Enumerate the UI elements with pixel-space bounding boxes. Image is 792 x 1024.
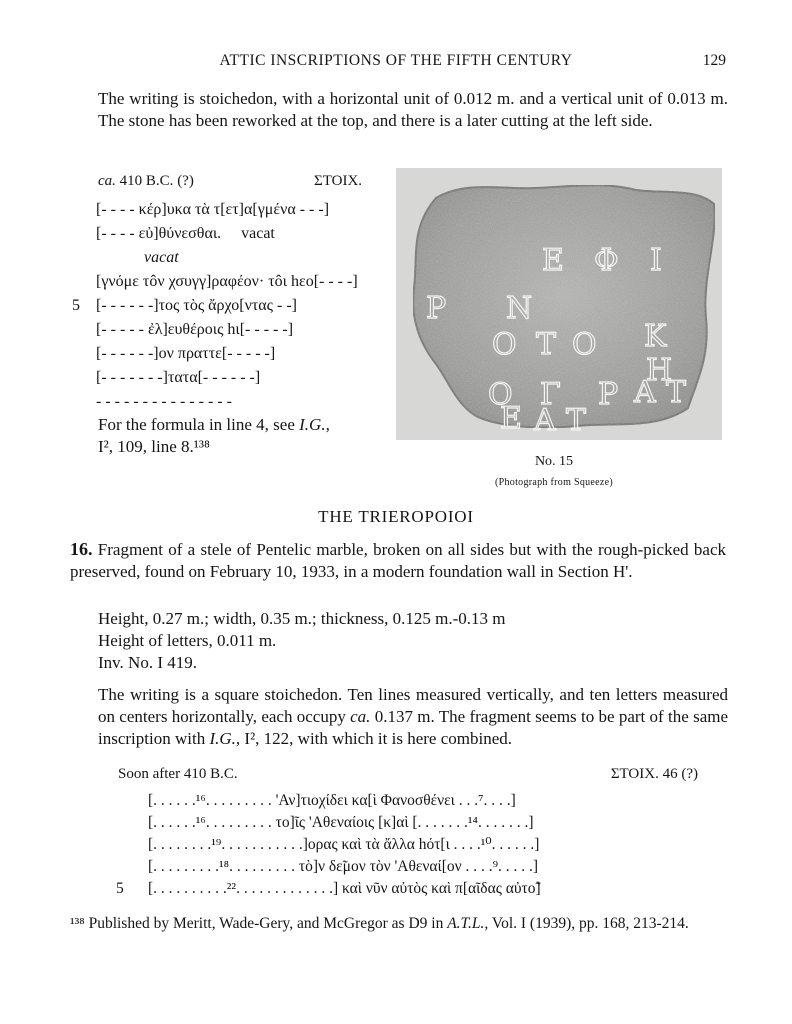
running-title: ATTIC INSCRIPTIONS OF THE FIFTH CENTURY <box>219 52 573 69</box>
footnote-tail: Vol. I (1939), pp. 168, 213-214. <box>491 915 689 932</box>
section-heading: THE TRIEROPOIOI <box>318 507 474 526</box>
no16-inscription <box>112 790 541 900</box>
no15-date <box>98 173 194 190</box>
footnote-ref: A.T.L., <box>447 915 489 932</box>
no15-line <box>72 366 358 390</box>
line-number: 5 <box>116 880 124 897</box>
incised-letter: Α <box>634 375 656 410</box>
no15-line <box>72 198 358 222</box>
line-text: [. . . . . . . .¹⁹. . . . . . . . . . .]ορας καὶ τὰ ἄλλα hότ[ι . . . .¹⁰. . . . . .] <box>148 836 540 853</box>
page-number: 129 <box>702 52 726 69</box>
no16-line <box>112 790 541 812</box>
incised-letter: Ι <box>650 243 662 278</box>
no15-line <box>72 294 358 318</box>
line-text: [γνόμε τôν χσυγγ]ραφέον· τôι hεο[- - - -] <box>96 273 358 290</box>
incised-letter: Ρ <box>426 291 447 326</box>
no15-line <box>72 318 358 342</box>
formula-note-lead: For the formula in line 4, see <box>98 415 295 434</box>
no15-intro-paragraph: The writing is stoichedon, with a horizontal unit of 0.012 m. and a vertical unit of 0.013 m. The stone has been reworked at the top, and there is a later cutting at the left side. <box>98 89 728 130</box>
no16-stoich: ΣΤΟΙΧ. 46 (?) <box>610 766 698 782</box>
line-text: [- - - - - -]ον πραττε[- - - - -] <box>96 345 276 362</box>
no16-description <box>70 538 726 583</box>
incised-letter: Ε <box>500 401 522 436</box>
photo-source-caption: (Photograph from Squeeze) <box>494 477 614 488</box>
no15-line <box>72 270 358 294</box>
letter-height: Height of letters, 0.011 m. <box>98 631 277 650</box>
no15-date-prefix: ca. <box>98 173 116 189</box>
incised-letter: Τ <box>666 375 687 410</box>
line-text: [- - - - κέρ]υκα τὰ τ[ετ]α[γμένα - - -] <box>96 201 330 218</box>
line-number: 5 <box>72 297 80 314</box>
line-text: [- - - - - ἐλ]ευθέροις hι[- - - - -] <box>96 321 294 338</box>
running-head <box>0 52 792 76</box>
line-text: [. . . . . .¹⁶. . . . . . . . . 'Αν]τιοχίδει κα[ὶ Φανοσθένει . . .⁷. . . .] <box>148 792 516 809</box>
line-text: [. . . . . . . . .¹⁸. . . . . . . . . τὸ]ν δε̃μον τὸν 'Αθεναί[ον . . . .⁹. . . . .] <box>148 858 539 875</box>
line-text: [- - - - - -]τος τὸς ἄρχο[ντας - -] <box>96 297 297 314</box>
incised-letter: Η <box>646 353 673 388</box>
no16-writing-paragraph <box>98 684 728 750</box>
incised-letter: Τ <box>536 327 557 362</box>
formula-note-ref: I.G., <box>299 415 330 434</box>
incised-letter: Κ <box>644 319 667 354</box>
no15-line <box>72 342 358 366</box>
no16-date-era: B.C. <box>210 766 238 782</box>
footnote-marker: ¹³⁸ <box>70 915 85 932</box>
line-text: [- - - - εὐ]θύνεσθαι. vacat <box>96 225 275 242</box>
incised-letter: Ο <box>492 327 517 362</box>
incised-letter: Φ <box>594 243 619 278</box>
incised-letter: Α <box>534 403 556 438</box>
no16-measurements <box>98 608 506 674</box>
no16-inscription-header <box>118 766 698 783</box>
no16-line <box>112 834 541 856</box>
no15-label: No. 15 <box>534 454 574 469</box>
squeeze-photograph <box>396 168 722 440</box>
incised-letter: Ο <box>488 377 513 412</box>
writing-tail: I², 122, with which it is here combined. <box>244 729 513 748</box>
no15-line <box>72 222 358 246</box>
line-text: [- - - - - - -]τατα[- - - - - -] <box>96 369 261 386</box>
no15-formula-note <box>98 414 388 458</box>
footnote <box>70 914 726 934</box>
no16-line <box>112 812 541 834</box>
formula-note-tail: I², 109, line 8.¹³⁸ <box>98 437 210 456</box>
line-text: [. . . . . .¹⁶. . . . . . . . . το]ῖς 'Αθεναίοις [κ]αὶ [. . . . . . .¹⁴. . . . . . .] <box>148 814 534 831</box>
incised-letter: Ε <box>542 243 564 278</box>
line-text: vacat <box>96 249 179 266</box>
incised-letter: Ο <box>572 327 597 362</box>
no16-line <box>112 878 541 900</box>
no16-line <box>112 856 541 878</box>
line-text: - - - - - - - - - - - - - - - <box>96 393 232 410</box>
writing-ca: ca. <box>350 707 371 726</box>
footnote-lead: Published by Meritt, Wade-Gery, and McGregor as D9 in <box>88 915 444 932</box>
incised-letter: Τ <box>566 403 587 438</box>
no16-description-text: Fragment of a stele of Pentelic marble, broken on all sides but with the rough-picked back preserved, found on February 10, 1933, in a modern foundation wall in Section Η'. <box>70 540 726 581</box>
entry-number: 16. <box>70 539 93 559</box>
incised-letter: Ν <box>506 291 533 326</box>
writing-lead: The writing is a square stoichedon. Ten lines measured vertically, and ten letters measured on centers horizontally, each occupy <box>98 685 728 726</box>
writing-ref: I.G., <box>209 729 241 748</box>
incised-letter: Γ <box>540 377 561 412</box>
inventory-number: Inv. No. I 419. <box>98 653 197 672</box>
incised-letter: Ρ <box>598 377 619 412</box>
no15-date-era: B.C. <box>145 173 174 189</box>
writing-mid: 0.137 m. The fragment seems to be part of the same inscription with <box>98 707 729 748</box>
no15-date-value: 410 <box>119 173 143 189</box>
no16-date: Soon after 410 <box>118 766 207 782</box>
no15-stoich: ΣΤΟΙΧ. <box>314 173 363 189</box>
no15-line <box>72 390 358 414</box>
dimensions: Height, 0.27 m.; width, 0.35 m.; thickness, 0.125 m.-0.13 m <box>98 609 506 628</box>
no15-line <box>72 246 358 270</box>
no15-date-suffix: (?) <box>177 173 194 189</box>
no15-inscription <box>72 198 358 414</box>
line-text: [. . . . . . . . . .²². . . . . . . . . . . . .] καὶ νῦν αὐτὸς καὶ π[αῖδας αὐτο̃] <box>148 880 541 897</box>
squeeze-image <box>396 168 722 440</box>
